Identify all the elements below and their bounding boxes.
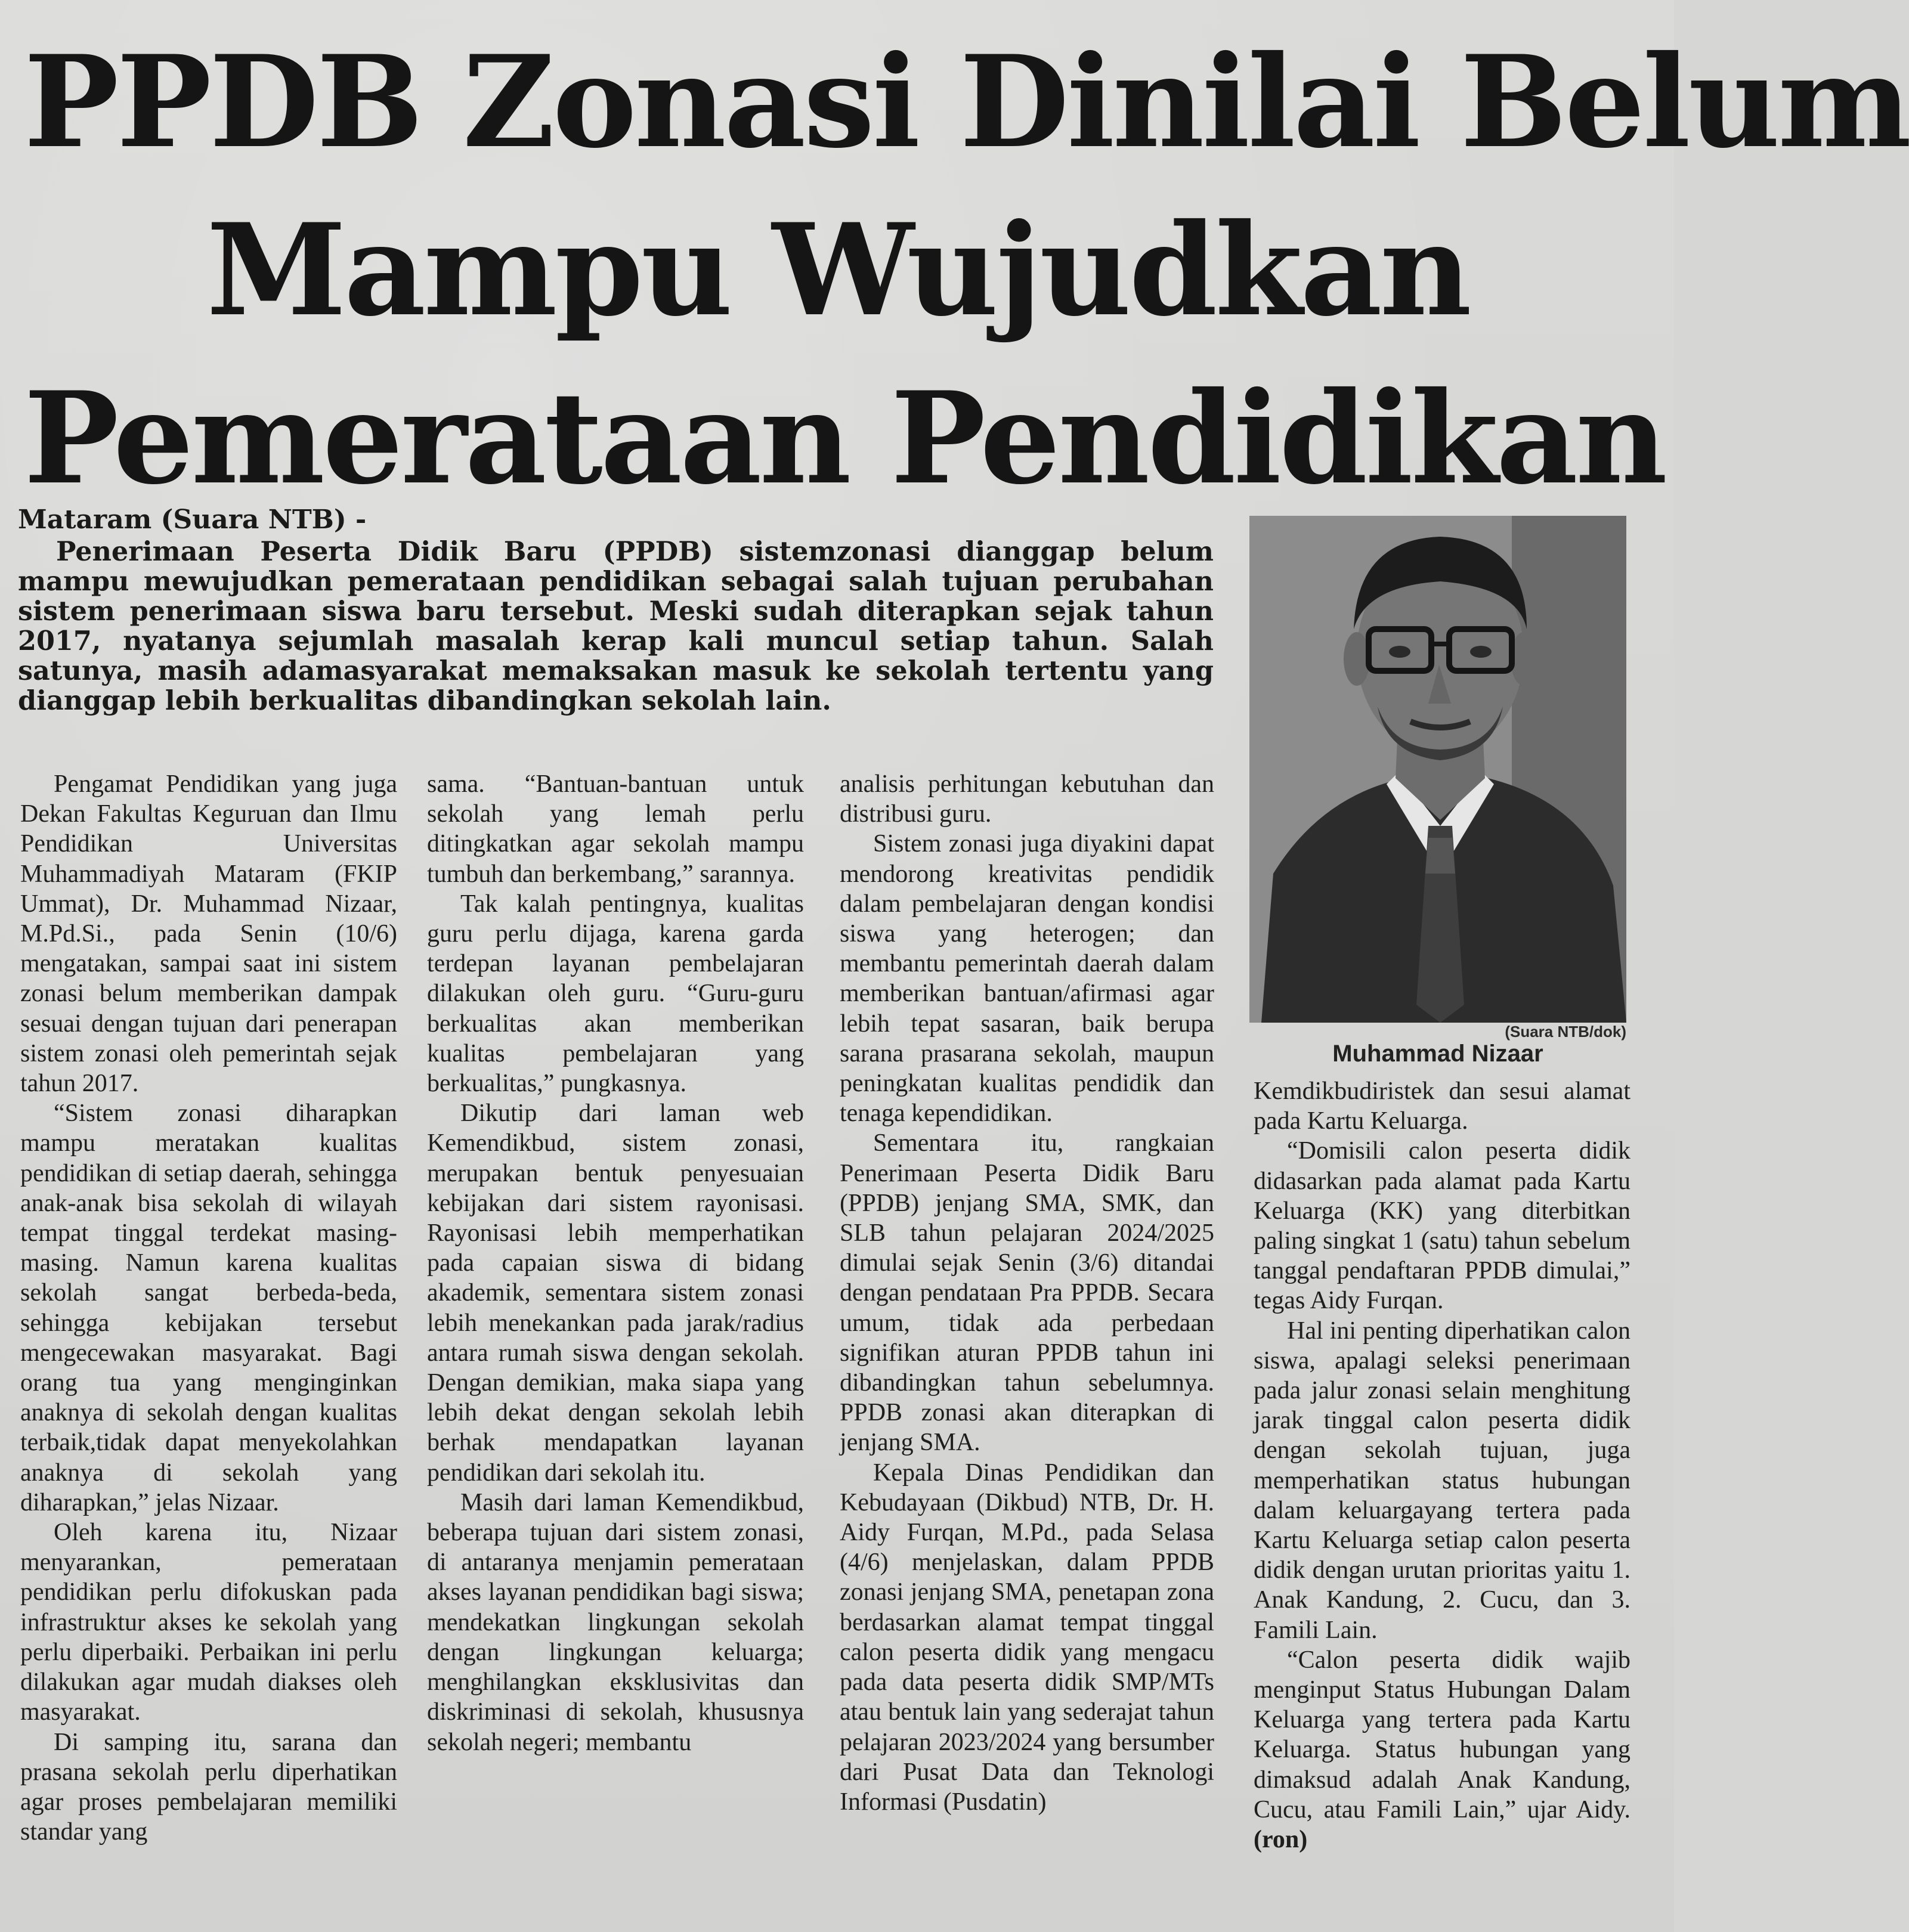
body-paragraph: sama. “Bantuan-bantuan untuk sekolah yang lemah perlu ditingkatkan agar sekolah mampu tumbuh dan berkembang,” sarannya. [427, 770, 804, 888]
body-paragraph: Sementara itu, rangkaian Penerimaan Peserta Didik Baru (PPDB) jenjang SMA, SMK, dan SLB tahun pelajaran 2024/2025 dimulai sejak Senin (3/6) ditandai dengan pendataan Pra PPDB. Secara umum, tidak ada perbedaan signifikan aturan PPDB tahun ini dibandingkan tahun sebelumnya. PPDB zonasi akan diterapkan di jenjang SMA. [840, 1129, 1214, 1457]
headline-line-3: Pemerataan Pendidikan [24, 364, 1666, 512]
photo-caption: Muhammad Nizaar [1332, 1041, 1543, 1067]
body-column-4 [1254, 1076, 1630, 1854]
headline-line-1: PPDB Zonasi Dinilai Belum [24, 27, 1909, 176]
body-paragraph: Masih dari laman Kemendikbud, beberapa tujuan dari sistem zonasi, di antaranya menjamin pemerataan akses layanan pendidikan bagi siswa; mendekatkan lingkungan sekolah dengan lingkungan keluarga; menghilangkan eksklusivitas dan diskriminasi di sekolah, khususnya sekolah negeri; membantu [427, 1488, 804, 1756]
portrait-photo [1249, 516, 1626, 1023]
body-paragraph: Kepala Dinas Pendidikan dan Kebudayaan (Dikbud) NTB, Dr. H. Aidy Furqan, M.Pd., pada Selasa (4/6) menjelaskan, dalam PPDB zonasi jenjang SMA, penetapan zona berdasarkan alamat tempat tinggal calon peserta didik yang mengacu pada data peserta didik SMP/MTs atau bentuk lain yang sederajat tahun pelajaran 2023/2024 yang bersumber dari Pusat Data dan Teknologi Informasi (Pusdatin) [840, 1459, 1214, 1816]
body-column-3 [840, 769, 1214, 1817]
body-column-1 [20, 769, 397, 1847]
headline-line-2: Mampu Wujudkan [206, 196, 1469, 344]
body-paragraph: Sistem zonasi juga diyakini dapat mendorong kreativitas pendidik dalam pembelajaran dengan kondisi siswa yang heterogen; dan membantu pemerintah daerah dalam memberikan bantuan/afirmasi agar lebih tepat sasaran, baik berupa sarana prasarana sekolah, maupun peningkatan kualitas pendidik dan tenaga kependidikan. [840, 830, 1214, 1128]
portrait-illustration [1249, 516, 1626, 1023]
body-paragraph: Tak kalah pentingnya, kualitas guru perlu dijaga, karena garda terdepan layanan pembelajaran dilakukan oleh guru. “Guru-guru berkualitas akan memberikan kualitas pembelajaran yang berkualitas,” pungkasnya. [427, 890, 804, 1098]
author-signoff: (ron) [1254, 1826, 1308, 1854]
body-paragraph [1254, 1645, 1630, 1854]
closing-quote: “Calon peserta didik wajib menginput Status Hubungan Dalam Keluarga yang tertera pada Kartu Keluarga. Status hubungan yang dimaksud adalah Anak Kandung, Cucu, atau Famili Lain,” ujar Aidy. [1254, 1646, 1630, 1823]
lead-paragraph: Penerimaan Peserta Didik Baru (PPDB) sistemzonasi dianggap belum mampu mewujudkan pemerataan pendidikan sebagai salah tujuan perubahan sistem penerimaan siswa baru tersebut. Meski sudah diterapkan sejak tahun 2017, nyatanya sejumlah masalah kerap kali muncul setiap tahun. Salah satunya, masih adamasyarakat memaksakan masuk ke sekolah tertentu yang dianggap lebih berkualitas dibandingkan sekolah lain. [18, 536, 1214, 716]
body-paragraph: analisis perhitungan kebutuhan dan distribusi guru. [840, 770, 1214, 828]
body-paragraph: Kemdikbudiristek dan sesui alamat pada Kartu Keluarga. [1254, 1078, 1630, 1135]
body-paragraph: Di samping itu, sarana dan prasana sekolah perlu diperhatikan agar proses pembelajaran memiliki standar yang [20, 1728, 397, 1846]
body-paragraph: Hal ini penting diperhatikan calon siswa, apalagi seleksi penerimaan pada jalur zonasi selain menghitung jarak tinggal calon peserta didik dengan sekolah tujuan, juga memperhatikan status hubungan dalam keluargayang tertera pada Kartu Keluarga setiap calon peserta didik dengan urutan prioritas yaitu 1. Anak Kandung, 2. Cucu, dan 3. Famili Lain. [1254, 1317, 1630, 1644]
body-paragraph: “Sistem zonasi diharapkan mampu meratakan kualitas pendidikan di setiap daerah, sehingga anak-anak bisa sekolah di wilayah tempat tinggal terdekat masing-masing. Namun karena kualitas sekolah sangat berbeda-beda, sehingga kebijakan tersebut mengecewakan masyarakat. Bagi orang tua yang menginginkan anaknya di sekolah dengan kualitas terbaik,tidak dapat menyekolahkan anaknya di sekolah yang diharapkan,” jelas Nizaar. [20, 1100, 397, 1516]
body-paragraph: Dikutip dari laman web Kemendikbud, sistem zonasi, merupakan bentuk penyesuaian kebijakan dari sistem rayonisasi. Rayonisasi lebih memperhatikan pada capaian siswa di bidang akademik, sementara sistem zonasi lebih menekankan pada jarak/radius antara rumah siswa dengan sekolah. Dengan demikian, maka siapa yang lebih dekat dengan sekolah lebih berhak mendapatkan layanan pendidikan dari sekolah itu. [427, 1100, 804, 1487]
body-paragraph: Pengamat Pendidikan yang juga Dekan Fakultas Keguruan dan Ilmu Pendidikan Universitas Muhammadiyah Mataram (FKIP Ummat), Dr. Muhammad Nizaar, M.Pd.Si., pada Senin (10/6) mengatakan, sampai saat ini sistem zonasi belum memberikan dampak sesuai dengan tujuan dari penerapan sistem zonasi oleh pemerintah sejak tahun 2017. [20, 770, 397, 1098]
dateline: Mataram (Suara NTB) - [18, 504, 367, 535]
body-paragraph: “Domisili calon peserta didik didasarkan pada alamat pada Kartu Keluarga (KK) yang diterbitkan paling singkat 1 (satu) tahun sebelum tanggal pendaftaran PPDB dimulai,” tegas Aidy Furqan. [1254, 1137, 1630, 1315]
article-headline [24, 18, 1909, 522]
body-paragraph: Oleh karena itu, Nizaar menyarankan, pemerataan pendidikan perlu difokuskan pada infrastruktur akses ke sekolah yang perlu diperbaiki. Perbaikan ini perlu dilakukan agar mudah diakses oleh masyarakat. [20, 1519, 397, 1726]
body-column-2 [427, 769, 804, 1757]
photo-credit: (Suara NTB/dok) [1505, 1023, 1626, 1041]
